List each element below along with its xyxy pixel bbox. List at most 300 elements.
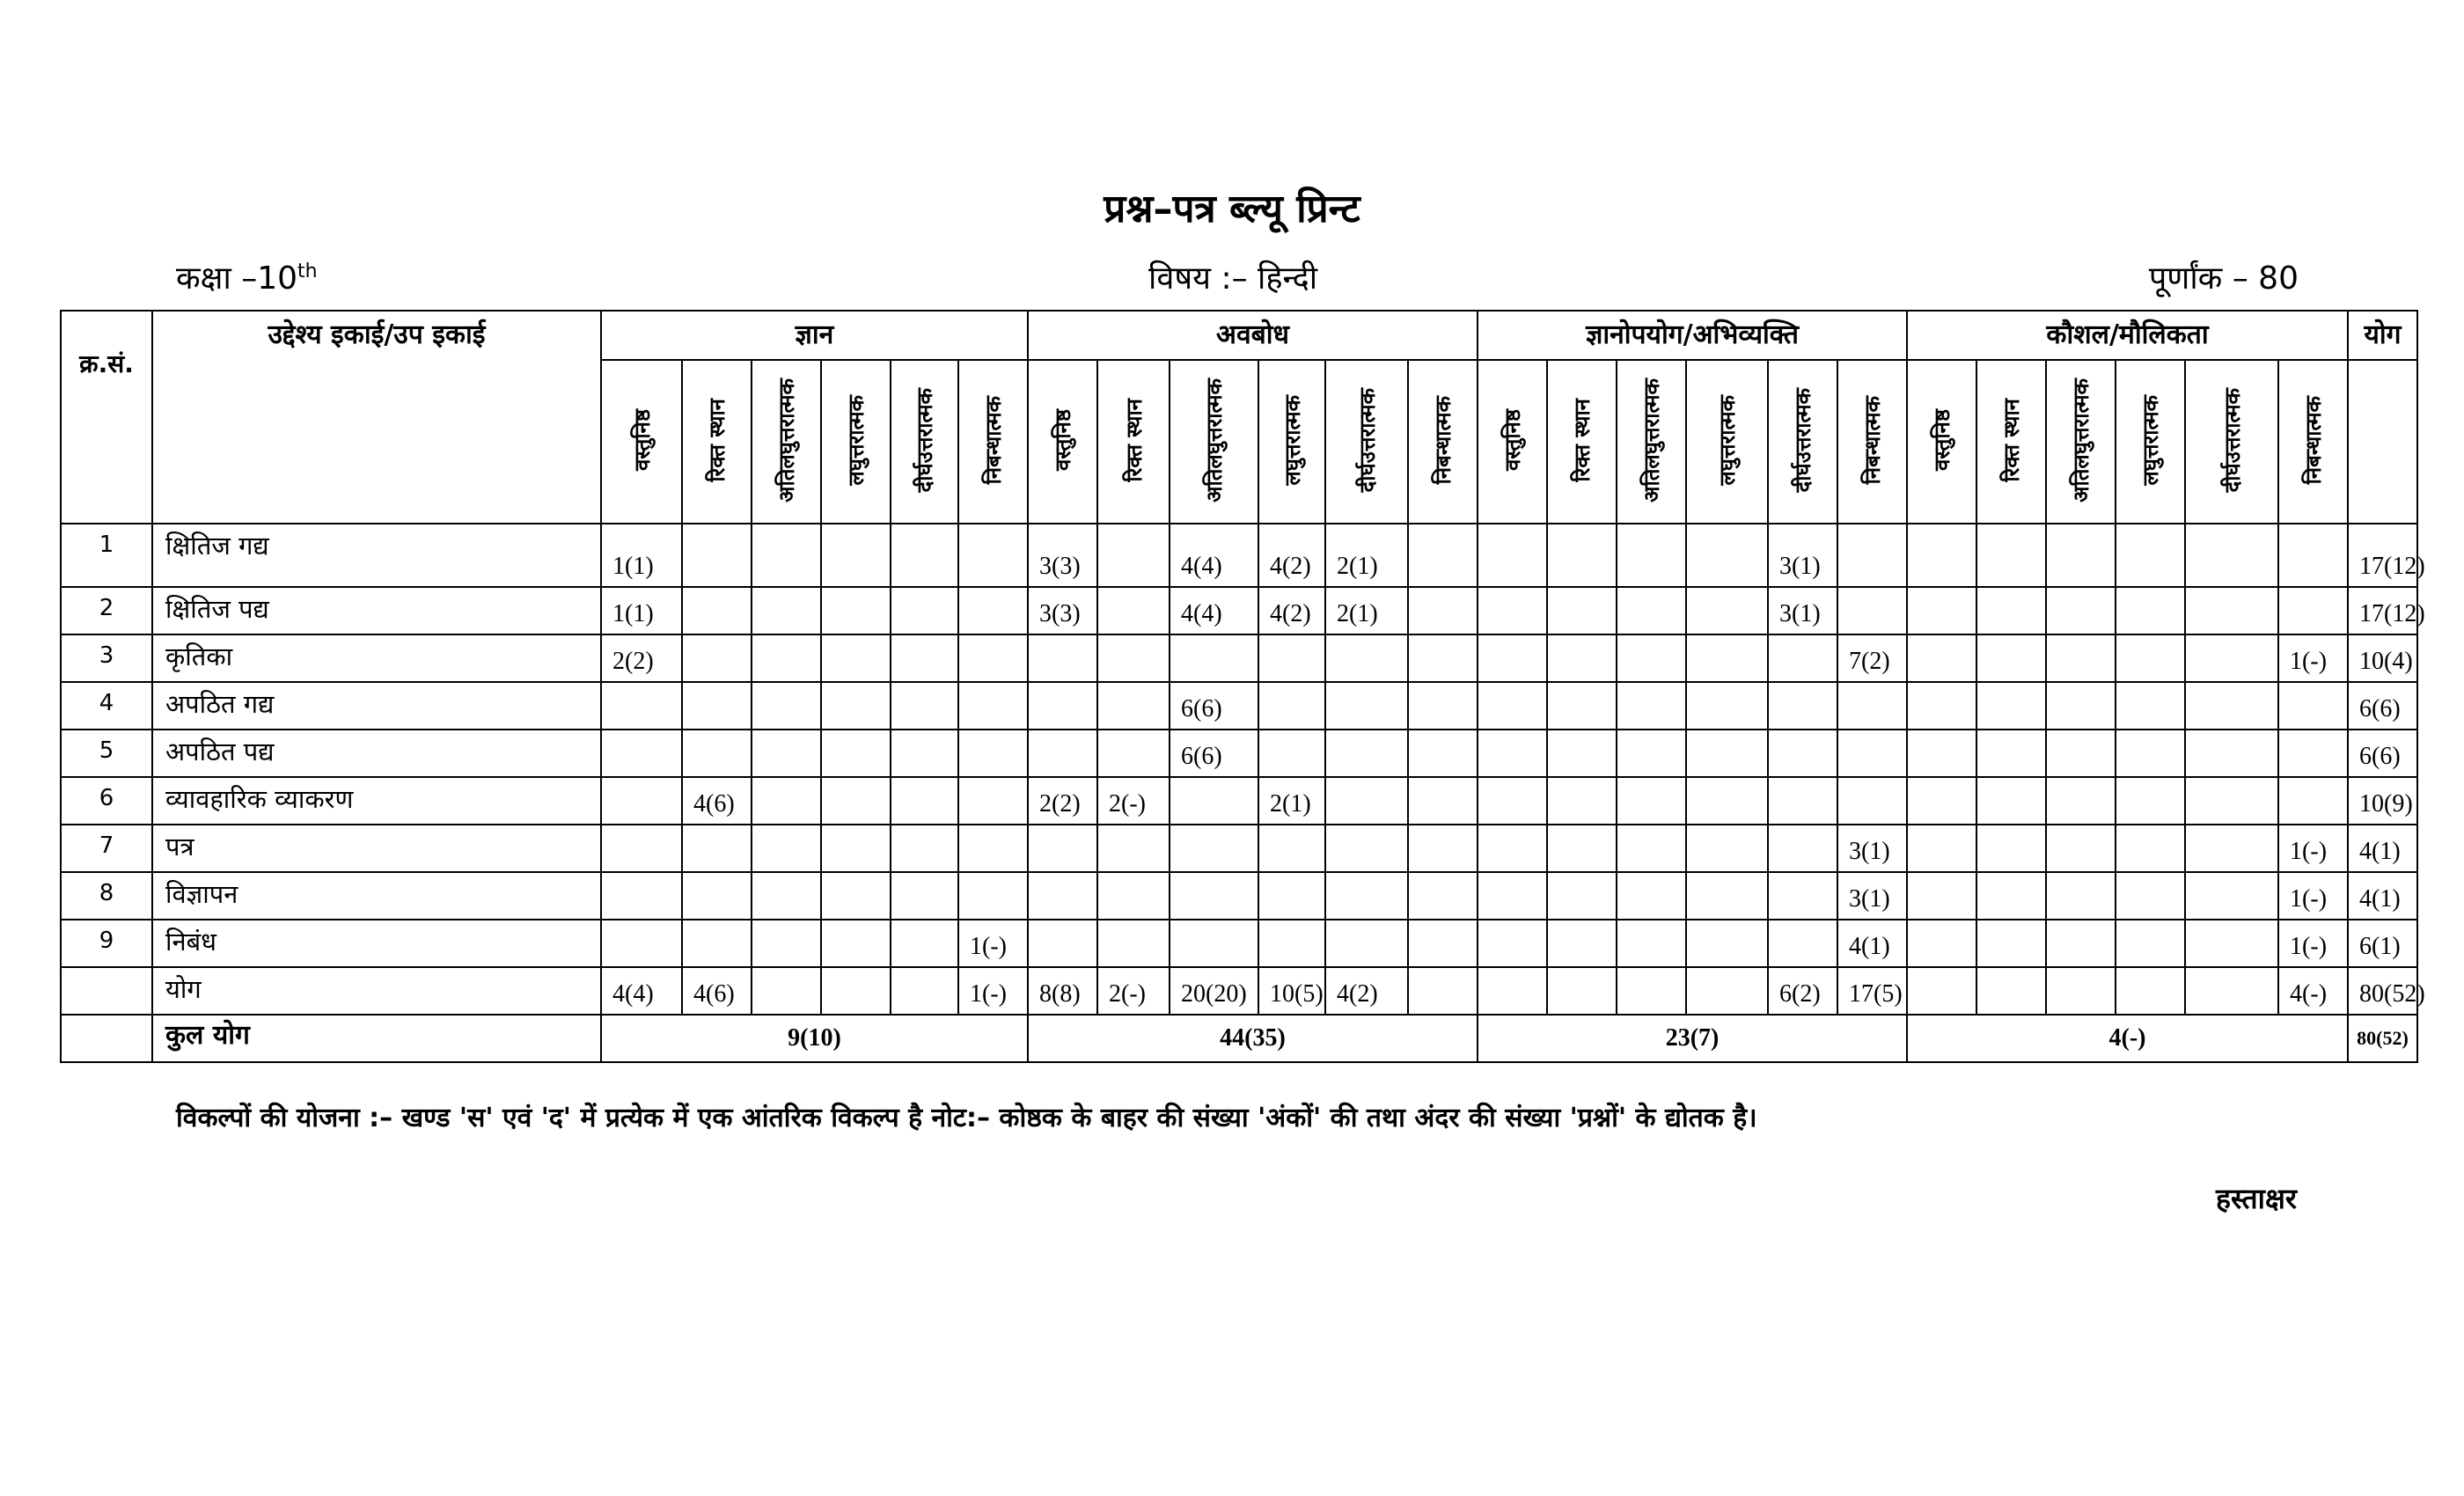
- value-cell: 2(-): [1097, 967, 1170, 1015]
- value-cell: [1686, 920, 1768, 967]
- value-cell: [2185, 682, 2278, 730]
- value-cell: [1907, 967, 1976, 1015]
- value-cell: [1325, 777, 1408, 825]
- unit-cell: योग: [152, 967, 601, 1015]
- value-cell: [1976, 920, 2046, 967]
- subheader-label: अतिलघुत्तरात्मक: [1202, 378, 1227, 502]
- value-cell: 4(4): [1170, 524, 1258, 587]
- value-cell: [821, 872, 891, 920]
- value-cell: [1907, 777, 1976, 825]
- value-cell: [1478, 634, 1547, 682]
- value-cell: [891, 825, 958, 872]
- value-cell: [1617, 777, 1686, 825]
- value-cell: [1547, 825, 1617, 872]
- subheader-label: लघुत्तरात्मक: [1280, 394, 1305, 486]
- value-cell: [1547, 872, 1617, 920]
- value-cell: [1837, 587, 1907, 634]
- row-total-cell: 10(9): [2348, 777, 2417, 825]
- group-header-avbodh: अवबोध: [1028, 311, 1478, 360]
- sr-cell: 6: [61, 777, 152, 825]
- value-cell: [682, 682, 752, 730]
- value-cell: [1768, 872, 1837, 920]
- value-cell: [1478, 920, 1547, 967]
- value-cell: [1028, 682, 1097, 730]
- value-cell: [1097, 920, 1170, 967]
- value-cell: [821, 825, 891, 872]
- value-cell: [958, 634, 1028, 682]
- subheader-1-0: [1028, 360, 1097, 524]
- value-cell: [1325, 872, 1408, 920]
- group-header-kaushal: कौशल/मौलिकता: [1907, 311, 2348, 360]
- value-cell: 3(1): [1837, 825, 1907, 872]
- value-cell: [1170, 872, 1258, 920]
- value-cell: [891, 587, 958, 634]
- value-cell: [1907, 682, 1976, 730]
- value-cell: [1907, 730, 1976, 777]
- value-cell: 3(3): [1028, 587, 1097, 634]
- subheader-2-1: [1547, 360, 1617, 524]
- value-cell: [1408, 730, 1478, 777]
- group-total-cell: 23(7): [1478, 1015, 1907, 1062]
- row-total-cell: 17(12): [2348, 587, 2417, 634]
- value-cell: [1408, 524, 1478, 587]
- value-cell: 7(2): [1837, 634, 1907, 682]
- subheader-3-3: [2116, 360, 2185, 524]
- value-cell: [1686, 587, 1768, 634]
- value-cell: [2046, 634, 2116, 682]
- sr-cell: 8: [61, 872, 152, 920]
- value-cell: [2185, 872, 2278, 920]
- unit-cell: कृतिका: [152, 634, 601, 682]
- subheader-label: निबन्धात्मक: [981, 395, 1006, 485]
- value-cell: [891, 634, 958, 682]
- sr-cell: 1: [61, 524, 152, 587]
- value-cell: [1976, 967, 2046, 1015]
- sr-cell: 7: [61, 825, 152, 872]
- subheader-label: रिक्त स्थान: [1999, 398, 2025, 482]
- value-cell: [682, 634, 752, 682]
- subheader-label: रिक्त स्थान: [705, 398, 730, 482]
- value-cell: [1478, 872, 1547, 920]
- value-cell: 1(1): [601, 587, 682, 634]
- subheader-label: लघुत्तरात्मक: [1715, 394, 1741, 486]
- row-total-cell: 4(1): [2348, 872, 2417, 920]
- value-cell: [1478, 825, 1547, 872]
- subheader-0-4: [891, 360, 958, 524]
- subheader-label: अतिलघुत्तरात्मक: [1639, 378, 1665, 502]
- value-cell: [1617, 920, 1686, 967]
- subheader-label: वस्तुनिष्ठ: [1500, 408, 1526, 472]
- value-cell: 4(2): [1258, 587, 1325, 634]
- subheader-1-4: [1325, 360, 1408, 524]
- value-cell: [1976, 777, 2046, 825]
- value-cell: [1547, 777, 1617, 825]
- value-cell: [1170, 825, 1258, 872]
- value-cell: 6(2): [1768, 967, 1837, 1015]
- value-cell: 8(8): [1028, 967, 1097, 1015]
- value-cell: [1028, 634, 1097, 682]
- value-cell: [2116, 634, 2185, 682]
- value-cell: [958, 825, 1028, 872]
- subheader-3-2: [2046, 360, 2116, 524]
- subheader-label: वस्तुनिष्ठ: [1051, 408, 1075, 472]
- value-cell: [601, 777, 682, 825]
- value-cell: [752, 587, 821, 634]
- row-total-cell: 6(1): [2348, 920, 2417, 967]
- value-cell: [1547, 587, 1617, 634]
- value-cell: [2278, 524, 2348, 587]
- value-cell: [601, 872, 682, 920]
- value-cell: [601, 730, 682, 777]
- subheader-0-3: [821, 360, 891, 524]
- value-cell: 10(5): [1258, 967, 1325, 1015]
- value-cell: [1907, 587, 1976, 634]
- value-cell: 4(4): [601, 967, 682, 1015]
- value-cell: [1976, 825, 2046, 872]
- subheader-label: निबन्धात्मक: [2301, 395, 2327, 485]
- value-cell: [1478, 777, 1547, 825]
- value-cell: [1547, 967, 1617, 1015]
- value-cell: [1097, 524, 1170, 587]
- value-cell: [1325, 682, 1408, 730]
- value-cell: [1258, 730, 1325, 777]
- subheader-2-4: [1768, 360, 1837, 524]
- value-cell: [1097, 730, 1170, 777]
- subheader-label: अतिलघुत्तरात्मक: [2069, 378, 2094, 502]
- subheader-1-1: [1097, 360, 1170, 524]
- total-header: योग: [2348, 311, 2417, 360]
- value-cell: [1547, 920, 1617, 967]
- value-cell: [1325, 730, 1408, 777]
- value-cell: [1547, 634, 1617, 682]
- value-cell: [1170, 777, 1258, 825]
- value-cell: [1976, 682, 2046, 730]
- value-cell: [1097, 872, 1170, 920]
- subheader-1-3: [1258, 360, 1325, 524]
- subheader-label: दीर्घउत्तरात्मक: [1791, 387, 1816, 493]
- value-cell: [2116, 967, 2185, 1015]
- value-cell: [682, 872, 752, 920]
- value-cell: 1(-): [958, 920, 1028, 967]
- value-cell: 4(1): [1837, 920, 1907, 967]
- value-cell: 2(1): [1325, 524, 1408, 587]
- value-cell: [821, 730, 891, 777]
- table-row: [61, 587, 2417, 634]
- value-cell: [752, 920, 821, 967]
- value-cell: [1617, 634, 1686, 682]
- value-cell: [2116, 587, 2185, 634]
- subheader-label: निबन्धात्मक: [1431, 395, 1456, 485]
- unit-cell: निबंध: [152, 920, 601, 967]
- value-cell: [2046, 967, 2116, 1015]
- value-cell: [1028, 825, 1097, 872]
- unit-header: उद्देश्य इकाई/उप इकाई: [152, 311, 601, 524]
- subheader-label: दीर्घउत्तरात्मक: [2219, 387, 2245, 493]
- unit-cell: क्षितिज गद्य: [152, 524, 601, 587]
- value-cell: 1(-): [2278, 825, 2348, 872]
- value-cell: [1408, 777, 1478, 825]
- unit-cell: अपठित पद्य: [152, 730, 601, 777]
- value-cell: [1837, 524, 1907, 587]
- value-cell: [1408, 920, 1478, 967]
- subheader-3-0: [1907, 360, 1976, 524]
- value-cell: [1258, 920, 1325, 967]
- value-cell: [1907, 524, 1976, 587]
- value-cell: [2046, 524, 2116, 587]
- value-cell: [1325, 825, 1408, 872]
- value-cell: [1976, 524, 2046, 587]
- row-total-cell: 6(6): [2348, 730, 2417, 777]
- value-cell: [2185, 825, 2278, 872]
- sr-header: क्र.सं.: [61, 311, 152, 524]
- value-cell: [682, 730, 752, 777]
- subheader-3-4: [2185, 360, 2278, 524]
- value-cell: [1686, 524, 1768, 587]
- value-cell: [1478, 682, 1547, 730]
- value-cell: [821, 587, 891, 634]
- value-cell: [1686, 634, 1768, 682]
- value-cell: [2116, 872, 2185, 920]
- class-suffix: th: [297, 260, 318, 282]
- row-total-cell: 10(4): [2348, 634, 2417, 682]
- value-cell: 3(1): [1768, 587, 1837, 634]
- row-total-cell: 17(12): [2348, 524, 2417, 587]
- subheader-label: वस्तुनिष्ठ: [629, 408, 655, 472]
- value-cell: [891, 682, 958, 730]
- value-cell: [2046, 682, 2116, 730]
- value-cell: [1837, 777, 1907, 825]
- value-cell: [1170, 920, 1258, 967]
- value-cell: [1768, 920, 1837, 967]
- subheader-0-2: [752, 360, 821, 524]
- value-cell: [1617, 682, 1686, 730]
- value-cell: [1408, 872, 1478, 920]
- sr-cell: 3: [61, 634, 152, 682]
- subheader-0-1: [682, 360, 752, 524]
- row-total-cell: 6(6): [2348, 682, 2417, 730]
- value-cell: [1408, 967, 1478, 1015]
- value-cell: [682, 524, 752, 587]
- value-cell: [1258, 872, 1325, 920]
- value-cell: [1478, 587, 1547, 634]
- unit-cell: व्यावहारिक व्याकरण: [152, 777, 601, 825]
- value-cell: [2278, 587, 2348, 634]
- subheader-0-0: [601, 360, 682, 524]
- value-cell: [601, 825, 682, 872]
- value-cell: [1258, 825, 1325, 872]
- value-cell: [752, 825, 821, 872]
- total-subheader-blank: [2348, 360, 2417, 524]
- page-title: प्रश्न–पत्र ब्ल्यू प्रिन्ट: [1104, 187, 1360, 231]
- value-cell: [682, 920, 752, 967]
- value-cell: [1768, 634, 1837, 682]
- value-cell: [958, 587, 1028, 634]
- value-cell: [601, 920, 682, 967]
- value-cell: [1617, 825, 1686, 872]
- value-cell: [1907, 872, 1976, 920]
- value-cell: [1325, 634, 1408, 682]
- table-row: [61, 777, 2417, 825]
- value-cell: [2116, 682, 2185, 730]
- subheader-2-3: [1686, 360, 1768, 524]
- subheader-label: दीर्घउत्तरात्मक: [1354, 387, 1380, 493]
- value-cell: [1170, 634, 1258, 682]
- value-cell: [752, 730, 821, 777]
- value-cell: [1097, 682, 1170, 730]
- value-cell: [1478, 730, 1547, 777]
- value-cell: [1325, 920, 1408, 967]
- value-cell: [2116, 920, 2185, 967]
- value-cell: [1768, 777, 1837, 825]
- value-cell: [2046, 825, 2116, 872]
- value-cell: 20(20): [1170, 967, 1258, 1015]
- value-cell: 4(-): [2278, 967, 2348, 1015]
- value-cell: [891, 872, 958, 920]
- value-cell: [2116, 825, 2185, 872]
- subheader-3-5: [2278, 360, 2348, 524]
- table-row: [61, 524, 2417, 587]
- grand-total-cell: 80(52): [2348, 1015, 2417, 1062]
- subheader-1-5: [1408, 360, 1478, 524]
- value-cell: 6(6): [1170, 730, 1258, 777]
- value-cell: [2185, 587, 2278, 634]
- value-cell: 3(1): [1837, 872, 1907, 920]
- value-cell: [2046, 872, 2116, 920]
- group-total-cell: 9(10): [601, 1015, 1028, 1062]
- value-cell: [1028, 730, 1097, 777]
- value-cell: [1408, 825, 1478, 872]
- value-cell: 4(6): [682, 967, 752, 1015]
- value-cell: [1478, 524, 1547, 587]
- value-cell: [958, 777, 1028, 825]
- value-cell: [958, 730, 1028, 777]
- subheader-label: दीर्घउत्तरात्मक: [913, 387, 937, 493]
- value-cell: [2046, 777, 2116, 825]
- value-cell: [1686, 777, 1768, 825]
- value-cell: [891, 967, 958, 1015]
- value-cell: 2(2): [1028, 777, 1097, 825]
- value-cell: 4(2): [1258, 524, 1325, 587]
- value-cell: [891, 777, 958, 825]
- group-header-gyanopayog: ज्ञानोपयोग/अभिव्यक्ति: [1478, 311, 1907, 360]
- grand-total-label: कुल योग: [152, 1015, 601, 1062]
- value-cell: [891, 920, 958, 967]
- value-cell: [1617, 524, 1686, 587]
- subheader-label: वस्तुनिष्ठ: [1930, 408, 1955, 472]
- value-cell: [2278, 730, 2348, 777]
- value-cell: [1028, 920, 1097, 967]
- unit-cell: अपठित गद्य: [152, 682, 601, 730]
- value-cell: [2185, 730, 2278, 777]
- value-cell: [1686, 682, 1768, 730]
- value-cell: [1617, 587, 1686, 634]
- value-cell: [958, 872, 1028, 920]
- sr-cell: 2: [61, 587, 152, 634]
- table-row: [61, 682, 2417, 730]
- value-cell: [752, 967, 821, 1015]
- value-cell: [1907, 825, 1976, 872]
- value-cell: [821, 967, 891, 1015]
- group-header-gyan: ज्ञान: [601, 311, 1028, 360]
- table-row: [61, 872, 2417, 920]
- value-cell: [752, 634, 821, 682]
- value-cell: [2185, 967, 2278, 1015]
- value-cell: 1(-): [2278, 920, 2348, 967]
- value-cell: [1258, 634, 1325, 682]
- value-cell: [1837, 682, 1907, 730]
- sr-cell: [61, 967, 152, 1015]
- subheader-label: रिक्त स्थान: [1570, 398, 1595, 482]
- row-total-cell: 4(1): [2348, 825, 2417, 872]
- value-cell: [1686, 967, 1768, 1015]
- value-cell: 4(2): [1325, 967, 1408, 1015]
- value-cell: 2(-): [1097, 777, 1170, 825]
- value-cell: 2(1): [1325, 587, 1408, 634]
- sum-row: [61, 967, 2417, 1015]
- value-cell: 3(1): [1768, 524, 1837, 587]
- value-cell: 1(-): [2278, 872, 2348, 920]
- subheader-3-1: [1976, 360, 2046, 524]
- value-cell: [1976, 634, 2046, 682]
- value-cell: [821, 920, 891, 967]
- value-cell: [1837, 730, 1907, 777]
- subheader-label: निबन्धात्मक: [1860, 395, 1886, 485]
- value-cell: [1768, 730, 1837, 777]
- value-cell: [601, 682, 682, 730]
- value-cell: [2185, 777, 2278, 825]
- value-cell: [1258, 682, 1325, 730]
- unit-cell: पत्र: [152, 825, 601, 872]
- table-row: [61, 634, 2417, 682]
- value-cell: [2116, 777, 2185, 825]
- value-cell: [1907, 634, 1976, 682]
- sr-cell: 9: [61, 920, 152, 967]
- blueprint-table: [60, 310, 2425, 1063]
- value-cell: [2185, 920, 2278, 967]
- class-text: कक्षा –10: [176, 260, 298, 297]
- value-cell: [891, 730, 958, 777]
- subheader-label: रिक्त स्थान: [1121, 398, 1147, 482]
- value-cell: [2046, 587, 2116, 634]
- footer-note: विकल्पों की योजना :– खण्ड 'स' एवं 'द' में प्रत्येक में एक आंतरिक विकल्प है नोट:– कोष्ठक के बाहर की संख्या 'अंकों' की तथा अंदर की संख्या 'प्रश्नों' के द्योतक है।: [176, 1103, 1757, 1133]
- value-cell: [958, 524, 1028, 587]
- value-cell: [1907, 920, 1976, 967]
- value-cell: [1547, 682, 1617, 730]
- value-cell: [1768, 682, 1837, 730]
- value-cell: [1768, 825, 1837, 872]
- value-cell: [1686, 730, 1768, 777]
- empty-cell: [61, 1015, 152, 1062]
- value-cell: [1976, 872, 2046, 920]
- value-cell: [682, 587, 752, 634]
- value-cell: [752, 872, 821, 920]
- value-cell: [1547, 730, 1617, 777]
- value-cell: 1(-): [958, 967, 1028, 1015]
- value-cell: [1976, 587, 2046, 634]
- value-cell: [2046, 730, 2116, 777]
- value-cell: [2278, 682, 2348, 730]
- value-cell: [2116, 524, 2185, 587]
- group-total-cell: 44(35): [1028, 1015, 1478, 1062]
- table-row: [61, 920, 2417, 967]
- value-cell: [1617, 967, 1686, 1015]
- value-cell: [958, 682, 1028, 730]
- value-cell: [2278, 777, 2348, 825]
- value-cell: 4(4): [1170, 587, 1258, 634]
- value-cell: [1547, 524, 1617, 587]
- subheader-2-0: [1478, 360, 1547, 524]
- value-cell: [1097, 587, 1170, 634]
